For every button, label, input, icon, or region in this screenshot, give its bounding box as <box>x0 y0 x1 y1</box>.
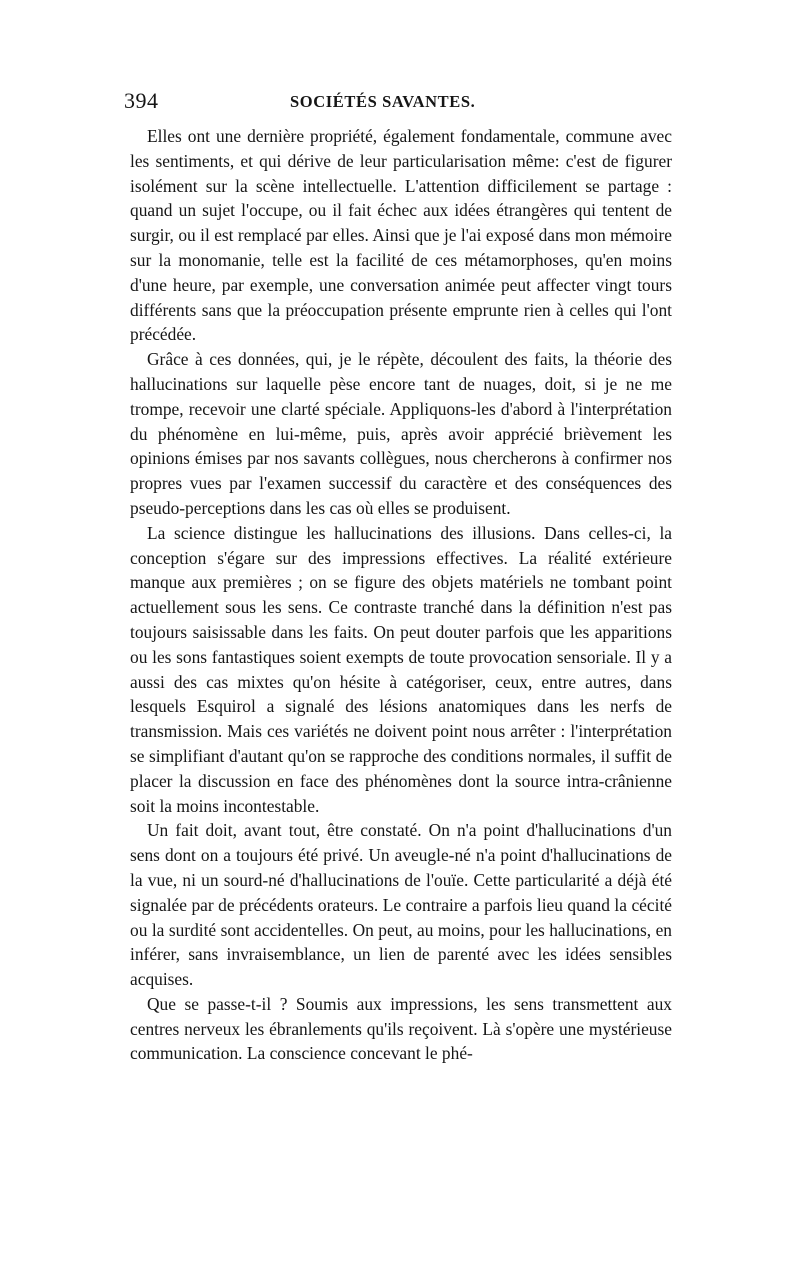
paragraph: Que se passe-t-il ? Soumis aux impressions, les sens transmettent aux centres nerveux les ébranlements qu'ils reçoivent. Là s'opère une mystérieuse communication. La conscience concevant le phé- <box>130 993 672 1064</box>
running-head: SOCIÉTÉS SAVANTES. <box>290 92 476 111</box>
page-number: 394 <box>124 88 159 113</box>
body-text <box>130 124 672 1066</box>
paragraph: Un fait doit, avant tout, être constaté. On n'a point d'hallucinations d'un sens dont on a toujours été privé. Un aveugle-né n'a point d'hallucinations de la vue, ni un sourd-né d'hallucinations de l'ouïe. Cette particularité a déjà été signalée par de précédents orateurs. Le contraire a parfois lieu quand la cécité ou la surdité sont accidentelles. On peut, au moins, pour les hallucinations, en inférer, sans invraisemblance, un lien de parenté avec les idées sensibles acquises. <box>130 820 672 990</box>
paragraph: Grâce à ces données, qui, je le répète, découlent des faits, la théorie des hallucinations sur laquelle pèse encore tant de nuages, doit, si je ne me trompe, recevoir une clarté spéciale. Appliquons-les d'abord à l'interprétation du phénomène en lui-même, puis, après avoir apprécié brièvement les opinions émises par nos savants collègues, nous chercherons à confirmer nos propres vues par l'examen successif du caractère et des conséquences des pseudo-perceptions dans les cas où elles se produisent. <box>130 349 672 518</box>
paragraph: La science distingue les hallucinations des illusions. Dans celles-ci, la conception s'égare sur des impressions effectives. La réalité extérieure manque aux premières ; on se figure des objets matériels ne tombant point actuellement sous les sens. Ce contraste tranché dans la définition n'est pas toujours saisissable dans les faits. On peut douter parfois que les apparitions ou les sons fantastiques soient exempts de toute provocation sensoriale. Il y a aussi des cas mixtes qu'on hésite à catégoriser, ceux, entre autres, dans lesquels Esquirol a signalé des lésions anatomiques dans les nerfs de transmission. Mais ces variétés ne doivent point nous arrêter : l'interprétation se simplifiant d'autant qu'on se rapproche des conditions normales, il suffit de placer la discussion en face des phénomènes dont la source intra-crânienne soit la moins incontestable. <box>130 522 672 816</box>
paragraph: Elles ont une dernière propriété, également fondamentale, commune avec les sentiments, et qui dérive de leur particularisation même: c'est de figurer isolément sur la scène intellectuelle. L'attention difficilement se partage : quand un sujet l'occupe, ou il fait échec aux idées étrangères qui tentent de surgir, ou il est remplacé par elles. Ainsi que je l'ai exposé dans mon mémoire sur la monomanie, telle est la facilité de ces métamorphoses, qu'en moins d'une heure, par exemple, une conversation animée peut affecter vingt tours différents sans que la préoccupation présente emprunte rien à celles qui l'ont précédée. <box>130 126 672 345</box>
